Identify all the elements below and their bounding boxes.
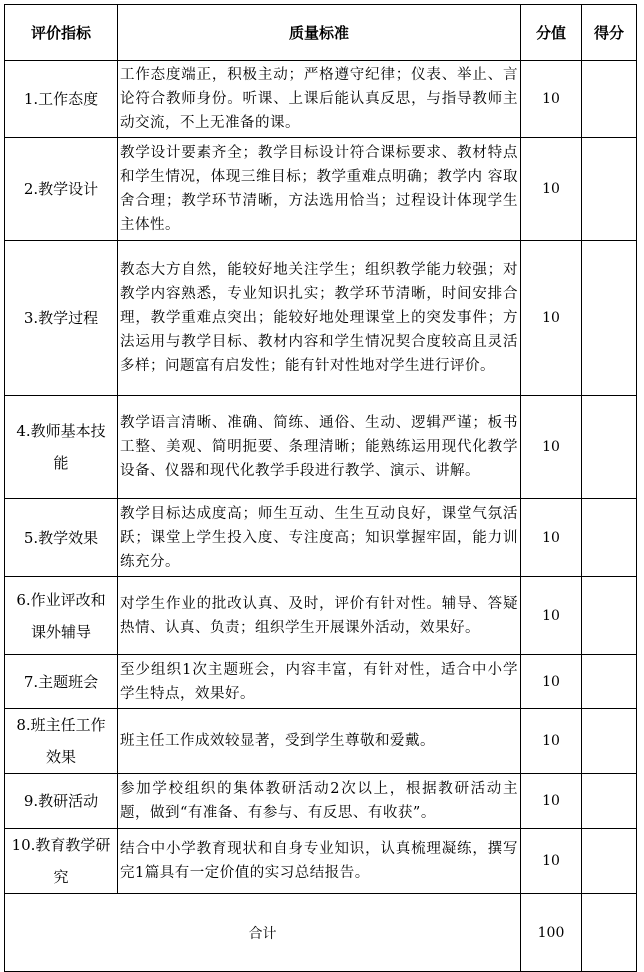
points-cell xyxy=(582,499,637,577)
table-row xyxy=(5,655,637,709)
points-cell xyxy=(582,709,637,774)
standard-cell: 教学语言清晰、准确、简练、通俗、生动、逻辑严谨；板书工整、美观、简明扼要、条理清晰；能熟练运用现代化教学设备、仪器和现代化教学手段进行教学、演示、讲解。 xyxy=(118,396,521,499)
header-row xyxy=(5,5,637,61)
indicator-cell: 4.教师基本技能 xyxy=(5,396,118,499)
header-score: 分值 xyxy=(521,5,582,61)
indicator-cell: 7.主题班会 xyxy=(5,655,118,709)
standard-cell: 参加学校组织的集体教研活动2次以上，根据教研活动主题，做到“有准备、有参与、有反思、有收获”。 xyxy=(118,774,521,829)
points-cell xyxy=(582,655,637,709)
points-cell xyxy=(582,396,637,499)
score-cell: 10 xyxy=(521,774,582,829)
indicator-cell: 2.教学设计 xyxy=(5,138,118,241)
header-indicator: 评价指标 xyxy=(5,5,118,61)
total-row xyxy=(5,894,637,972)
indicator-cell: 3.教学过程 xyxy=(5,241,118,396)
score-cell: 10 xyxy=(521,241,582,396)
table-row xyxy=(5,774,637,829)
table-row xyxy=(5,396,637,499)
score-cell: 10 xyxy=(521,709,582,774)
points-cell xyxy=(582,138,637,241)
score-cell: 10 xyxy=(521,577,582,655)
score-cell: 10 xyxy=(521,655,582,709)
total-label: 合计 xyxy=(5,894,521,972)
points-cell xyxy=(582,61,637,138)
points-cell xyxy=(582,577,637,655)
table-row xyxy=(5,499,637,577)
indicator-cell: 1.工作态度 xyxy=(5,61,118,138)
table-row xyxy=(5,61,637,138)
standard-cell: 教学设计要素齐全；教学目标设计符合课标要求、教材特点和学生情况，体现三维目标；教学重难点明确；教学内 容取舍合理；教学环节清晰，方法选用恰当；过程设计体现学生主体性。 xyxy=(118,138,521,241)
score-cell: 10 xyxy=(521,61,582,138)
standard-cell: 至少组织1次主题班会，内容丰富，有针对性，适合中小学学生特点，效果好。 xyxy=(118,655,521,709)
total-points-cell xyxy=(582,894,637,972)
table-row xyxy=(5,829,637,894)
points-cell xyxy=(582,774,637,829)
standard-cell: 教态大方自然，能较好地关注学生；组织教学能力较强；对教学内容熟悉，专业知识扎实；教学环节清晰，时间安排合理，教学重难点突出；能较好地处理课堂上的突发事件；方法运用与教学目标、教材内容和学生情况契合度较高且灵活多样；问题富有启发性；能有针对性地对学生进行评价。 xyxy=(118,241,521,396)
score-cell: 10 xyxy=(521,499,582,577)
indicator-cell: 5.教学效果 xyxy=(5,499,118,577)
standard-cell: 对学生作业的批改认真、及时，评价有针对性。辅导、答疑热情、认真、负责；组织学生开展课外活动，效果好。 xyxy=(118,577,521,655)
score-cell: 10 xyxy=(521,396,582,499)
standard-cell: 班主任工作成效较显著，受到学生尊敬和爱戴。 xyxy=(118,709,521,774)
indicator-cell: 10.教育教学研究 xyxy=(5,829,118,894)
table-row xyxy=(5,709,637,774)
table-row xyxy=(5,138,637,241)
table-row xyxy=(5,577,637,655)
points-cell xyxy=(582,241,637,396)
indicator-cell: 9.教研活动 xyxy=(5,774,118,829)
table-row xyxy=(5,241,637,396)
header-standard: 质量标准 xyxy=(118,5,521,61)
standard-cell: 结合中小学教育现状和自身专业知识，认真梳理凝练，撰写完1篇具有一定价值的实习总结报告。 xyxy=(118,829,521,894)
standard-cell: 教学目标达成度高；师生互动、生生互动良好，课堂气氛活跃；课堂上学生投入度、专注度高；知识掌握牢固，能力训练充分。 xyxy=(118,499,521,577)
header-points: 得分 xyxy=(582,5,637,61)
points-cell xyxy=(582,829,637,894)
total-score: 100 xyxy=(521,894,582,972)
evaluation-table xyxy=(4,4,637,972)
indicator-cell: 6.作业评改和课外辅导 xyxy=(5,577,118,655)
standard-cell: 工作态度端正，积极主动；严格遵守纪律；仪表、举止、言论符合教师身份。听课、上课后能认真反思，与指导教师主动交流，不上无准备的课。 xyxy=(118,61,521,138)
score-cell: 10 xyxy=(521,829,582,894)
indicator-cell: 8.班主任工作效果 xyxy=(5,709,118,774)
score-cell: 10 xyxy=(521,138,582,241)
